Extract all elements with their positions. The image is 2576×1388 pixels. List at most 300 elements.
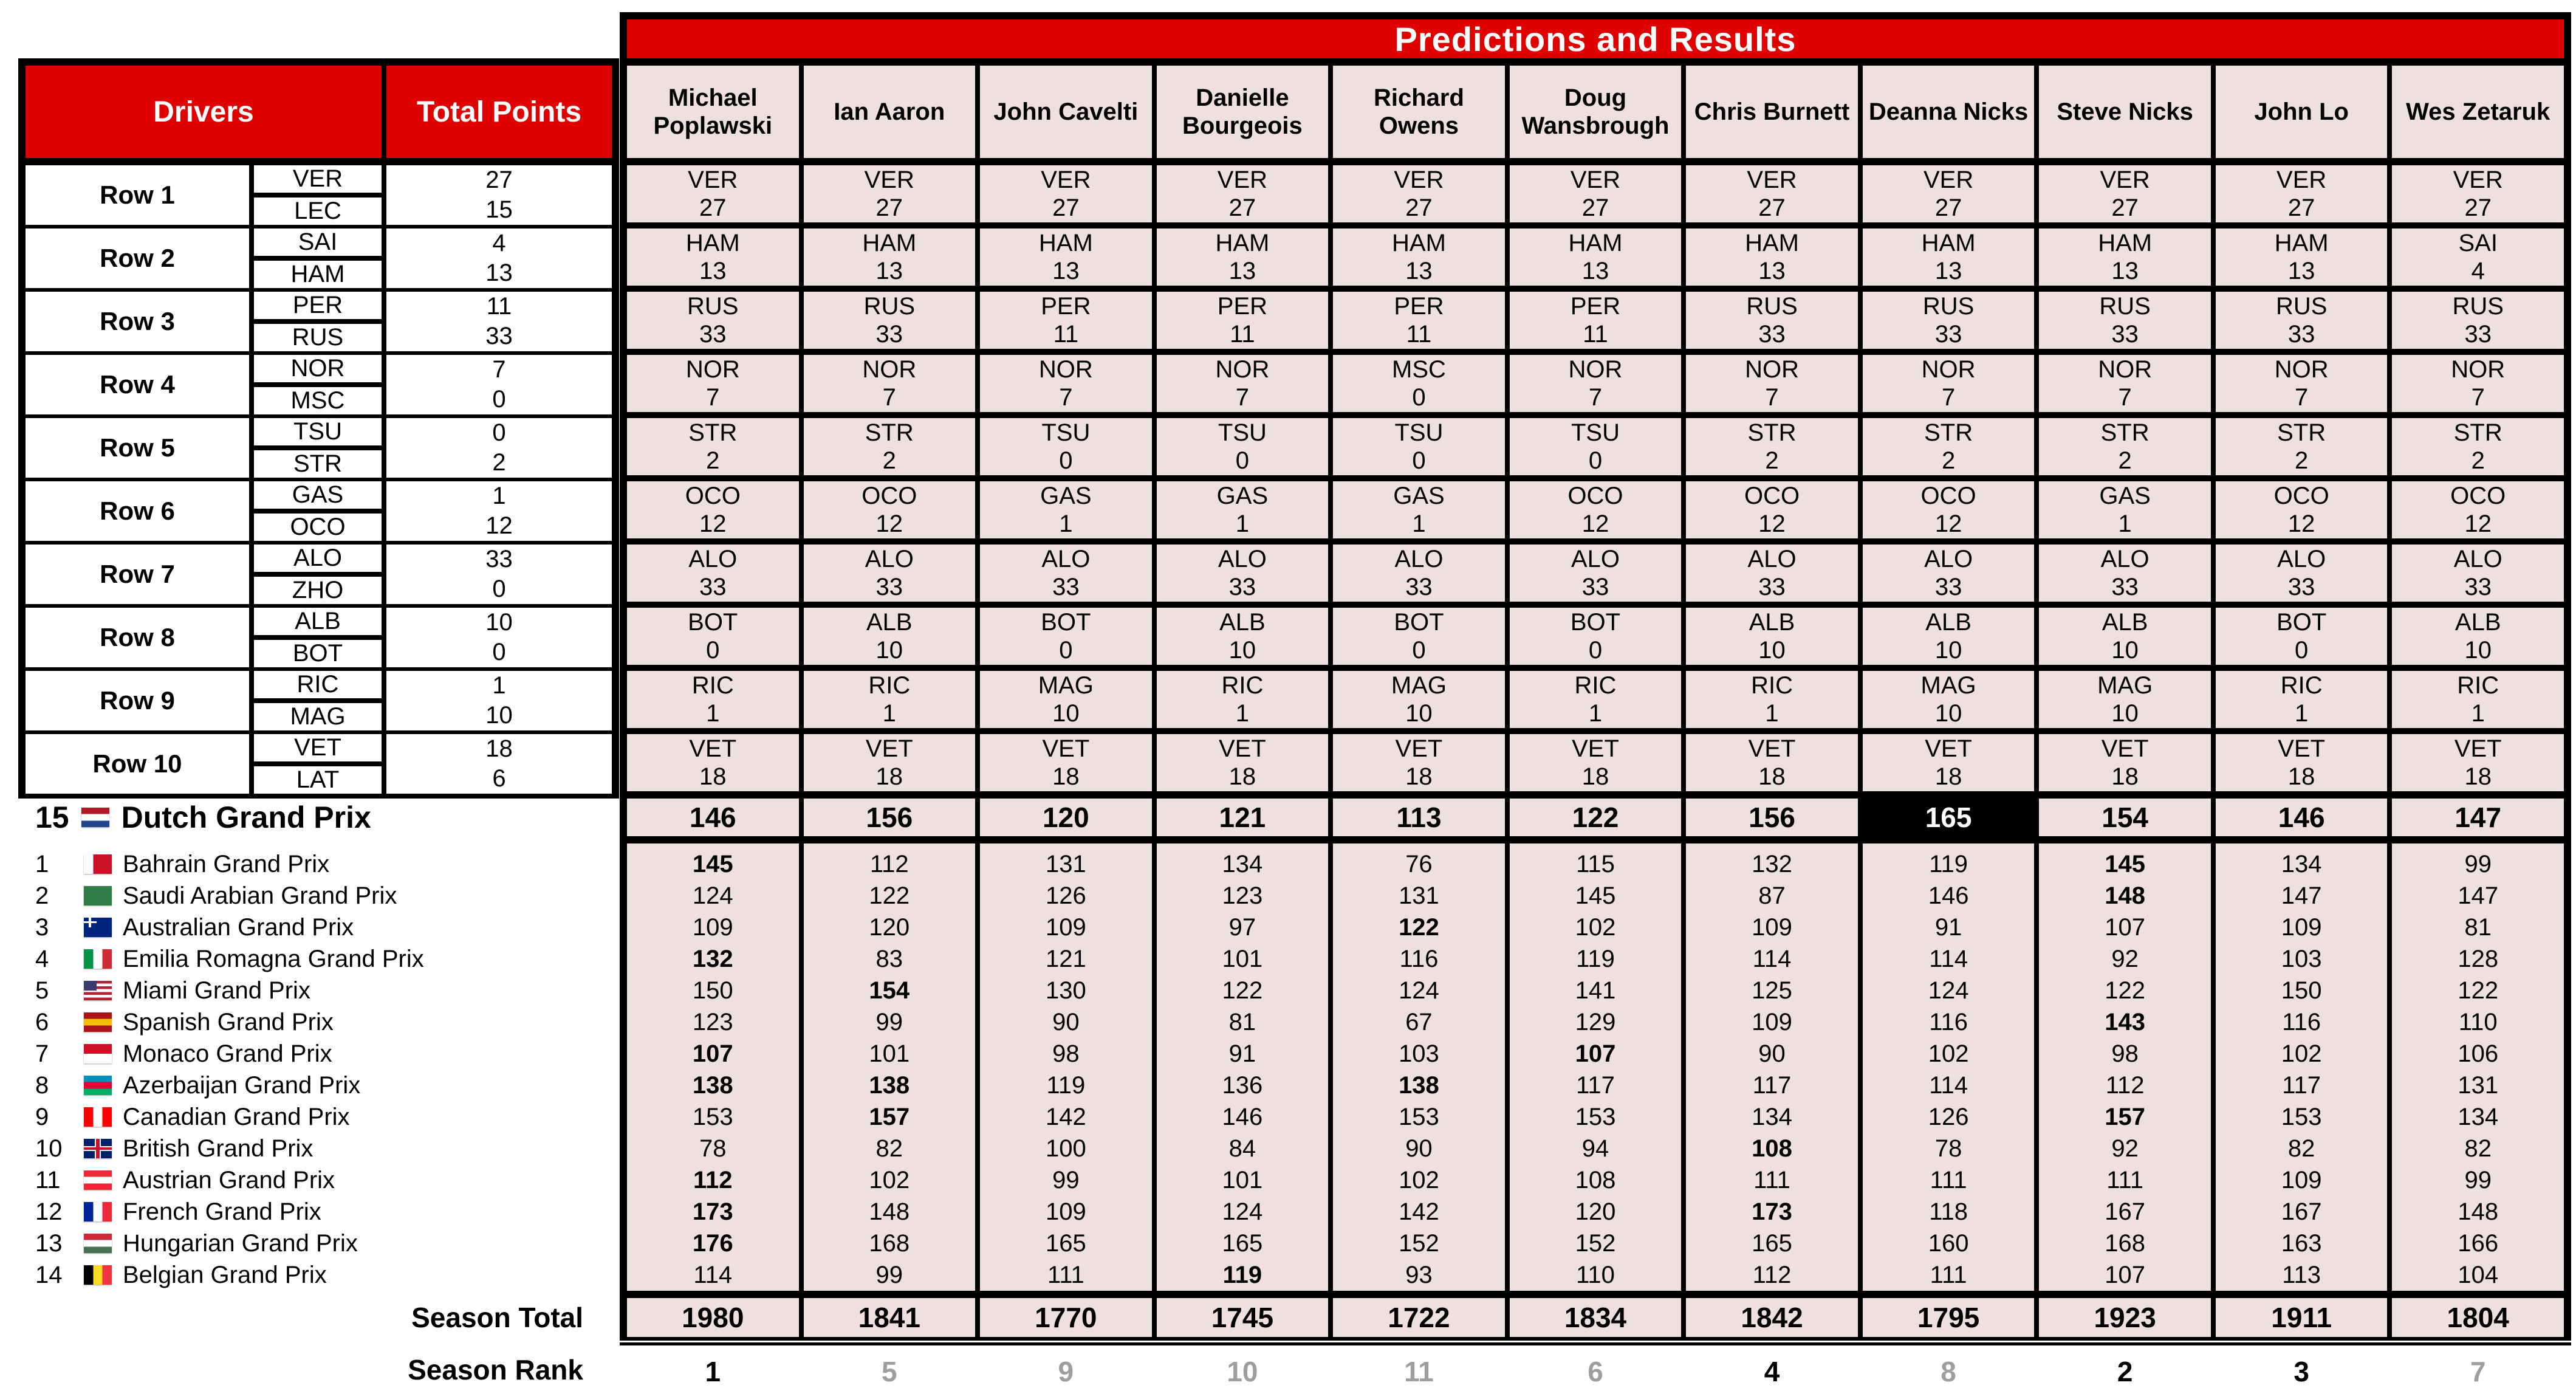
driver-points-cell[interactable] [386,734,612,794]
player-name-header[interactable]: Deanna Nicks [1863,66,2035,158]
prediction-cell[interactable] [804,671,976,728]
prediction-cell[interactable] [804,165,976,222]
driver-code-cell[interactable]: VET [254,734,382,761]
race-scores-column[interactable] [1863,843,2035,1291]
predicted-driver-points: 10 [1934,700,1962,727]
total-points-header-cell[interactable]: Total Points [386,66,612,158]
race-list-item[interactable] [18,1259,619,1291]
race-total-cell[interactable]: 147 [2392,799,2564,836]
row-label[interactable]: Row 8 [26,608,249,667]
race-list-item[interactable] [18,848,619,880]
driver-points: 0 [492,575,506,602]
prediction-cell[interactable] [1510,481,1682,538]
prediction-cell[interactable] [1686,228,1858,286]
race-score: 150 [2281,977,2322,1004]
predicted-driver-points: 2 [2295,447,2309,474]
race-number: 7 [35,1040,49,1067]
race-score: 132 [1752,851,1792,878]
player-name-header[interactable]: Doug Wansbrough [1510,66,1682,158]
prediction-cell[interactable] [2039,545,2211,602]
prediction-cell[interactable] [1863,228,2035,286]
race-score: 111 [2106,1167,2144,1194]
race-list-item[interactable] [18,912,619,943]
prediction-cell[interactable] [1686,545,1858,602]
player-name-header[interactable]: Chris Burnett [1686,66,1858,158]
prediction-cell[interactable] [1863,734,2035,791]
prediction-cell[interactable] [804,355,976,412]
predicted-driver-code: HAM [1215,230,1270,256]
driver-code-cell[interactable]: MAG [254,703,382,730]
season-total-cell[interactable]: 1911 [2216,1298,2388,1337]
prediction-cell[interactable] [2216,734,2388,791]
race-score: 147 [2458,882,2499,909]
row-label[interactable]: Row 1 [26,165,249,225]
prediction-cell[interactable] [1686,355,1858,412]
driver-points-cell[interactable] [386,292,612,351]
predicted-driver-points: 33 [1581,574,1609,600]
driver-points-cell[interactable] [386,418,612,478]
player-name-header[interactable]: Danielle Bourgeois [1157,66,1329,158]
drivers-table-row [26,481,612,538]
race-score: 111 [1930,1262,1967,1288]
predicted-driver-points: 33 [699,321,727,348]
race-name: Miami Grand Prix [123,977,310,1004]
race-score: 92 [2111,946,2139,972]
prediction-cell[interactable] [2216,608,2388,665]
row-label[interactable]: Row 6 [26,481,249,541]
flag-icon [84,1012,112,1032]
driver-code-cell[interactable]: SAI [254,228,382,256]
predicted-driver-code: ALO [2453,546,2502,572]
prediction-cell[interactable] [1157,608,1329,665]
prediction-cell[interactable] [980,355,1152,412]
predicted-driver-points: 18 [1228,763,1256,790]
race-score: 145 [2105,851,2145,878]
prediction-cell[interactable] [980,481,1152,538]
predicted-driver-code: NOR [862,356,917,383]
prediction-cell[interactable] [2039,418,2211,475]
flag-icon [84,1076,112,1095]
prediction-cell[interactable] [627,671,799,728]
driver-code-cell[interactable]: TSU [254,418,382,445]
prediction-cell[interactable] [2216,545,2388,602]
prediction-cell[interactable] [627,292,799,349]
prediction-cell[interactable] [627,165,799,222]
race-scores-column[interactable] [2039,843,2211,1291]
race-score: 102 [1928,1040,1969,1067]
prediction-cell[interactable] [980,228,1152,286]
prediction-cell[interactable] [2392,671,2564,728]
season-total-cell[interactable]: 1923 [2039,1298,2211,1337]
prediction-cell[interactable] [627,418,799,475]
prediction-cell[interactable] [1333,228,1505,286]
race-total-cell[interactable]: 120 [980,799,1152,836]
predicted-driver-points: 33 [1228,574,1256,600]
row-label[interactable]: Row 5 [26,418,249,478]
race-score: 126 [1928,1104,1969,1130]
predicted-driver-points: 13 [1052,258,1080,284]
race-list-item[interactable] [18,1228,619,1259]
predicted-driver-code: OCO [862,483,917,509]
driver-points-cell[interactable] [386,165,612,225]
predicted-driver-points: 7 [1235,384,1250,411]
prediction-cell[interactable] [980,292,1152,349]
prediction-cell[interactable] [1157,292,1329,349]
prediction-cell[interactable] [2392,734,2564,791]
race-scores-column[interactable] [627,843,799,1291]
prediction-cell[interactable] [627,545,799,602]
season-total-cell[interactable]: 1770 [980,1298,1152,1337]
race-scores-column[interactable] [2216,843,2388,1291]
prediction-cell[interactable] [1863,608,2035,665]
driver-code-cell[interactable]: ZHO [254,577,382,604]
race-score: 114 [1929,946,1968,972]
prediction-cell[interactable] [2039,165,2211,222]
prediction-cell[interactable] [1510,292,1682,349]
predicted-driver-points: 27 [1581,194,1609,221]
race-total-cell[interactable]: 113 [1333,799,1505,836]
race-total-cell[interactable]: 156 [804,799,976,836]
race-score: 146 [1222,1104,1263,1130]
row-label[interactable]: Row 3 [26,292,249,351]
prediction-cell[interactable] [804,545,976,602]
prediction-cell[interactable] [804,418,976,475]
prediction-cell[interactable] [2392,228,2564,286]
player-name-header[interactable]: Steve Nicks [2039,66,2211,158]
driver-code-cell[interactable]: LAT [254,766,382,794]
prediction-cell[interactable] [1333,165,1505,222]
predicted-driver-code: BOT [688,609,738,636]
prediction-cell[interactable] [627,734,799,791]
prediction-cell[interactable] [1333,734,1505,791]
race-total-cell[interactable]: 154 [2039,799,2211,836]
race-score: 122 [2458,977,2499,1004]
season-total-cell[interactable]: 1834 [1510,1298,1682,1337]
race-list-item[interactable] [18,975,619,1006]
race-scores-column[interactable] [1333,843,1505,1291]
predicted-driver-points: 13 [1758,258,1786,284]
driver-code-cell[interactable]: VER [254,165,382,193]
race-list-item[interactable] [18,1196,619,1228]
driver-code-cell[interactable]: NOR [254,355,382,382]
race-score: 83 [875,946,903,972]
race-scores-column[interactable] [2392,843,2564,1291]
race-score: 111 [1047,1262,1084,1288]
race-score: 117 [1576,1072,1615,1099]
driver-points-cell[interactable] [386,671,612,730]
flag-icon [84,886,112,905]
player-name-header[interactable]: John Lo [2216,66,2388,158]
row-label[interactable]: Row 7 [26,545,249,604]
prediction-cell[interactable] [1333,418,1505,475]
prediction-cell[interactable] [2392,418,2564,475]
race-score: 165 [1222,1230,1263,1257]
driver-code-cell[interactable]: RIC [254,671,382,698]
race-score: 142 [1045,1104,1086,1130]
prediction-cell[interactable] [2392,355,2564,412]
race-list-item[interactable] [18,1070,619,1101]
prediction-cell[interactable] [1157,734,1329,791]
driver-code-cell[interactable]: RUS [254,324,382,351]
season-total-cell[interactable]: 1841 [804,1298,976,1337]
prediction-cell[interactable] [1686,418,1858,475]
prediction-cell[interactable] [1510,545,1682,602]
race-score: 90 [1052,1009,1080,1036]
driver-code-cell[interactable]: PER [254,292,382,319]
race-score: 116 [1399,946,1439,972]
race-score: 112 [2105,1072,2145,1099]
race-list-item[interactable] [18,1038,619,1070]
prediction-cell[interactable] [1510,165,1682,222]
prediction-cell[interactable] [1686,734,1858,791]
prediction-cell[interactable] [1863,418,2035,475]
driver-code-cell[interactable]: BOT [254,640,382,667]
prediction-cell[interactable] [1333,481,1505,538]
prediction-cell[interactable] [1157,228,1329,286]
race-score: 119 [1046,1072,1086,1099]
predicted-driver-points: 13 [2287,258,2315,284]
driver-points-cell[interactable] [386,481,612,541]
driver-code-cell[interactable]: HAM [254,261,382,288]
prediction-cell[interactable] [1863,165,2035,222]
prediction-cell[interactable] [2392,481,2564,538]
prediction-cell[interactable] [2392,545,2564,602]
predicted-driver-code: OCO [1567,483,1623,509]
predicted-driver-points: 10 [1405,700,1433,727]
prediction-cell[interactable] [627,608,799,665]
race-list-item[interactable] [18,1101,619,1133]
driver-code-cell[interactable]: LEC [254,198,382,225]
driver-points-cell[interactable] [386,355,612,414]
prediction-cell[interactable] [980,545,1152,602]
player-name-header[interactable]: Wes Zetaruk [2392,66,2564,158]
prediction-cell[interactable] [1157,481,1329,538]
race-scores-column[interactable] [1510,843,1682,1291]
predicted-driver-points: 7 [2295,384,2309,411]
predicted-driver-points: 33 [2111,321,2139,348]
prediction-cell[interactable] [1510,355,1682,412]
prediction-cell[interactable] [1510,418,1682,475]
prediction-cell[interactable] [1157,545,1329,602]
prediction-cell[interactable] [2216,418,2388,475]
row-label[interactable]: Row 4 [26,355,249,414]
prediction-cell[interactable] [1863,671,2035,728]
prediction-cell[interactable] [2216,355,2388,412]
race-list-item[interactable] [18,943,619,975]
driver-points-cell[interactable] [386,228,612,288]
player-name-header[interactable]: Michael Poplawski [627,66,799,158]
prediction-cell[interactable] [1333,545,1505,602]
player-name-header[interactable]: Ian Aaron [804,66,976,158]
prediction-cell[interactable] [2039,671,2211,728]
race-total-cell[interactable]: 156 [1686,799,1858,836]
prediction-cell[interactable] [1686,671,1858,728]
prediction-cell[interactable] [1333,608,1505,665]
race-list-item[interactable] [18,1164,619,1196]
race-list-item[interactable] [18,1133,619,1164]
race-list-item[interactable] [18,1006,619,1038]
race-score: 112 [693,1167,733,1194]
prediction-cell[interactable] [2039,608,2211,665]
predicted-driver-code: VER [1394,167,1444,193]
season-total-cell[interactable]: 1795 [1863,1298,2035,1337]
prediction-cell[interactable] [2216,481,2388,538]
predicted-driver-points: 33 [699,574,727,600]
driver-code-cells [254,418,382,478]
race-score: 157 [869,1104,910,1130]
race-scores-column[interactable] [1157,843,1329,1291]
race-name: British Grand Prix [123,1135,313,1162]
race-score: 118 [1929,1198,1968,1225]
row-label[interactable]: Row 2 [26,228,249,288]
predicted-driver-code: OCO [1744,483,1800,509]
predicted-driver-points: 10 [1934,637,1962,664]
prediction-cell[interactable] [804,481,976,538]
prediction-cell[interactable] [2392,292,2564,349]
season-total-cell[interactable]: 1745 [1157,1298,1329,1337]
driver-points-cell[interactable] [386,608,612,667]
race-score: 107 [692,1040,733,1067]
driver-code-cell[interactable]: ALO [254,545,382,572]
prediction-cell[interactable] [804,608,976,665]
predicted-driver-points: 1 [1235,510,1250,537]
prediction-cell[interactable] [1333,292,1505,349]
race-score: 109 [2281,1167,2322,1194]
row-label[interactable]: Row 10 [26,734,249,794]
current-race-label[interactable] [18,799,619,836]
prediction-cell[interactable] [1863,481,2035,538]
prediction-cell[interactable] [980,165,1152,222]
predicted-driver-points: 33 [2464,321,2492,348]
prediction-cell[interactable] [1157,418,1329,475]
prediction-cell[interactable] [2039,292,2211,349]
predicted-driver-points: 18 [1052,763,1080,790]
prediction-cell[interactable] [1510,228,1682,286]
prediction-cell[interactable] [1863,355,2035,412]
race-number: 3 [35,913,49,941]
prediction-cell[interactable] [1510,734,1682,791]
predicted-driver-code: VER [1041,167,1091,193]
prediction-cell[interactable] [1863,545,2035,602]
season-total-cell[interactable]: 1980 [627,1298,799,1337]
prediction-cell[interactable] [2039,355,2211,412]
prediction-cell[interactable] [2216,671,2388,728]
predicted-driver-code: HAM [2274,230,2329,256]
race-total-cell[interactable]: 146 [627,799,799,836]
prediction-cell[interactable] [2392,165,2564,222]
predicted-driver-points: 11 [1230,321,1255,348]
prediction-cell[interactable] [804,292,976,349]
player-name-header[interactable]: John Cavelti [980,66,1152,158]
predicted-driver-points: 13 [1581,258,1609,284]
driver-points-cell[interactable] [386,545,612,604]
driver-code-cell[interactable]: ALB [254,608,382,635]
driver-code-cell[interactable]: MSC [254,387,382,414]
race-score: 103 [2281,946,2322,972]
prediction-cell[interactable] [1333,671,1505,728]
prediction-cell[interactable] [1157,165,1329,222]
prediction-cell[interactable] [2039,734,2211,791]
prediction-cell[interactable] [1510,671,1682,728]
predicted-driver-points: 7 [2118,384,2132,411]
predicted-driver-code: BOT [1570,609,1621,636]
prediction-cell[interactable] [2039,481,2211,538]
prediction-cell[interactable] [1686,608,1858,665]
player-name-header[interactable]: Richard Owens [1333,66,1505,158]
season-total-cell[interactable]: 1722 [1333,1298,1505,1337]
driver-code-cell[interactable]: STR [254,450,382,478]
predicted-driver-points: 7 [1059,384,1073,411]
race-total-cell[interactable]: 146 [2216,799,2388,836]
prediction-cell[interactable] [2216,292,2388,349]
prediction-cell[interactable] [2216,228,2388,286]
prediction-cell[interactable] [1157,671,1329,728]
prediction-cell[interactable] [1686,165,1858,222]
predicted-driver-points: 18 [1405,763,1433,790]
prediction-cell[interactable] [1510,608,1682,665]
race-scores-column[interactable] [1686,843,1858,1291]
prediction-cell[interactable] [627,355,799,412]
race-name: Azerbaijan Grand Prix [123,1071,361,1099]
driver-points: 0 [492,386,506,413]
predicted-driver-points: 13 [1228,258,1256,284]
row-label[interactable]: Row 9 [26,671,249,730]
driver-code-cell[interactable]: GAS [254,481,382,509]
prediction-cell[interactable] [2216,165,2388,222]
predicted-driver-points: 1 [2471,700,2485,727]
season-total-cell[interactable]: 1842 [1686,1298,1858,1337]
race-scores-column[interactable] [980,843,1152,1291]
prediction-cell[interactable] [627,228,799,286]
prediction-cell[interactable] [1157,355,1329,412]
prediction-cell[interactable] [804,228,976,286]
race-score: 91 [1934,914,1962,941]
race-score: 102 [1575,914,1616,941]
race-score: 128 [2458,946,2499,972]
season-total-cell[interactable]: 1804 [2392,1298,2564,1337]
predicted-driver-code: PER [1394,293,1444,320]
prediction-cell[interactable] [980,671,1152,728]
prediction-cell[interactable] [1863,292,2035,349]
prediction-cell[interactable] [980,418,1152,475]
prediction-cell[interactable] [980,608,1152,665]
race-score: 117 [2282,1072,2321,1099]
prediction-cell[interactable] [804,734,976,791]
predicted-driver-points: 27 [1405,194,1433,221]
prediction-cell[interactable] [1686,481,1858,538]
race-score: 102 [2281,1040,2322,1067]
predicted-driver-code: OCO [2273,483,2329,509]
prediction-cell[interactable] [2039,228,2211,286]
prediction-cell[interactable] [1686,292,1858,349]
race-number: 1 [35,850,49,878]
prediction-cell[interactable] [1333,355,1505,412]
predicted-driver-code: RUS [687,293,739,320]
prediction-cell[interactable] [627,481,799,538]
predicted-driver-code: ALO [1394,546,1444,572]
race-total-cell[interactable]: 121 [1157,799,1329,836]
race-total-cell[interactable]: 122 [1510,799,1682,836]
prediction-cell[interactable] [2392,608,2564,665]
race-score: 153 [692,1104,733,1130]
race-scores-column[interactable] [804,843,976,1291]
prediction-cell[interactable] [980,734,1152,791]
race-list-item[interactable] [18,880,619,912]
drivers-header-cell[interactable]: Drivers [26,66,382,158]
race-score: 122 [1222,977,1263,1004]
race-total-cell[interactable]: 165 [1863,799,2035,836]
driver-code-cell[interactable]: OCO [254,514,382,541]
